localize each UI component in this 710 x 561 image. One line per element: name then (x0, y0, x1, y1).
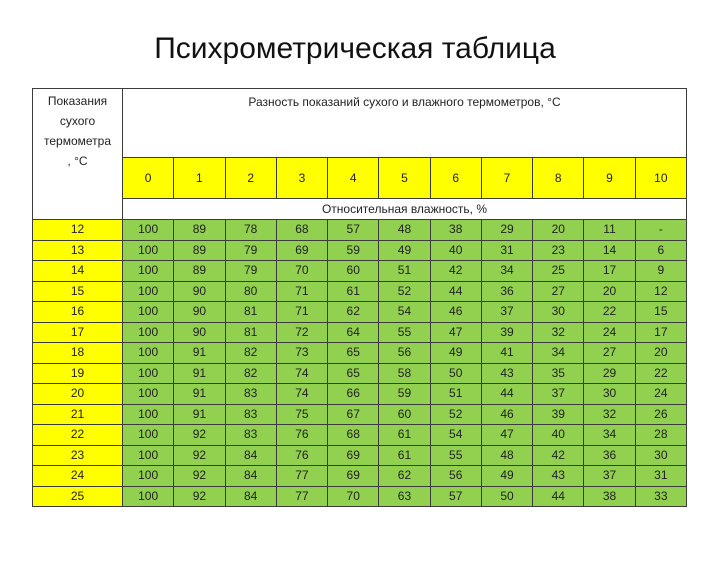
humidity-value-cell: 100 (123, 281, 174, 302)
dry-temperature-cell: 25 (33, 486, 123, 507)
humidity-value-cell: 60 (328, 261, 379, 282)
humidity-value-cell: 56 (379, 343, 430, 364)
humidity-value-cell: 62 (328, 302, 379, 323)
dry-temperature-cell: 15 (33, 281, 123, 302)
humidity-value-cell: 69 (276, 240, 327, 261)
humidity-value-cell: 23 (533, 240, 584, 261)
humidity-value-cell: 50 (430, 363, 481, 384)
difference-cell: 1 (174, 158, 225, 199)
humidity-value-cell: 40 (430, 240, 481, 261)
humidity-value-cell: 25 (533, 261, 584, 282)
table-row (33, 281, 687, 302)
humidity-value-cell: 71 (276, 302, 327, 323)
humidity-value-cell: 89 (174, 220, 225, 241)
humidity-value-cell: 81 (225, 302, 276, 323)
humidity-value-cell: 100 (123, 445, 174, 466)
humidity-value-cell: 69 (328, 466, 379, 487)
humidity-value-cell: 26 (635, 404, 686, 425)
humidity-value-cell: 61 (379, 445, 430, 466)
humidity-value-cell: 89 (174, 240, 225, 261)
humidity-value-cell: 44 (481, 384, 532, 405)
table-row (33, 240, 687, 261)
difference-cell: 3 (276, 158, 327, 199)
humidity-value-cell: 30 (533, 302, 584, 323)
humidity-value-cell: 20 (584, 281, 635, 302)
humidity-value-cell: 46 (481, 404, 532, 425)
humidity-value-cell: 51 (379, 261, 430, 282)
humidity-value-cell: 49 (379, 240, 430, 261)
humidity-value-cell: 12 (635, 281, 686, 302)
humidity-value-cell: 78 (225, 220, 276, 241)
humidity-value-cell: 62 (379, 466, 430, 487)
corner-line: Показания (47, 94, 108, 108)
psychrometric-table (32, 88, 687, 507)
humidity-value-cell: 39 (481, 322, 532, 343)
humidity-value-cell: 54 (379, 302, 430, 323)
humidity-value-cell: 24 (584, 322, 635, 343)
humidity-value-cell: 76 (276, 445, 327, 466)
table-row (33, 363, 687, 384)
humidity-value-cell: 68 (276, 220, 327, 241)
humidity-value-cell: 31 (635, 466, 686, 487)
humidity-value-cell: 80 (225, 281, 276, 302)
humidity-value-cell: 92 (174, 445, 225, 466)
humidity-value-cell: 100 (123, 343, 174, 364)
humidity-value-cell: 91 (174, 343, 225, 364)
humidity-value-cell: 37 (533, 384, 584, 405)
humidity-value-cell: 32 (584, 404, 635, 425)
humidity-value-cell: 44 (430, 281, 481, 302)
dry-temperature-cell: 20 (33, 384, 123, 405)
humidity-value-cell: 92 (174, 466, 225, 487)
dry-temperature-cell: 22 (33, 425, 123, 446)
humidity-value-cell: 91 (174, 404, 225, 425)
humidity-value-cell: 59 (328, 240, 379, 261)
dry-temperature-cell: 24 (33, 466, 123, 487)
humidity-value-cell: 100 (123, 322, 174, 343)
table-row (33, 343, 687, 364)
difference-cell: 8 (533, 158, 584, 199)
humidity-value-cell: 46 (430, 302, 481, 323)
dry-temperature-cell: 12 (33, 220, 123, 241)
humidity-value-cell: 79 (225, 261, 276, 282)
humidity-value-cell: 65 (328, 363, 379, 384)
humidity-value-cell: 90 (174, 281, 225, 302)
humidity-value-cell: 52 (379, 281, 430, 302)
humidity-value-cell: 42 (430, 261, 481, 282)
humidity-value-cell: 75 (276, 404, 327, 425)
humidity-value-cell: 100 (123, 466, 174, 487)
table-row (33, 486, 687, 507)
humidity-value-cell: 74 (276, 384, 327, 405)
humidity-value-cell: 42 (533, 445, 584, 466)
humidity-value-cell: 20 (635, 343, 686, 364)
humidity-value-cell: 31 (481, 240, 532, 261)
corner-line: термометра (43, 134, 111, 148)
humidity-value-cell: 91 (174, 384, 225, 405)
humidity-value-cell: 61 (379, 425, 430, 446)
humidity-value-cell: 48 (481, 445, 532, 466)
humidity-value-cell: 73 (276, 343, 327, 364)
humidity-value-cell: 100 (123, 302, 174, 323)
table-row (33, 261, 687, 282)
table-row (33, 302, 687, 323)
humidity-value-cell: 66 (328, 384, 379, 405)
humidity-value-cell: 58 (379, 363, 430, 384)
humidity-value-cell: 61 (328, 281, 379, 302)
dry-temperature-cell: 21 (33, 404, 123, 425)
humidity-value-cell: 100 (123, 384, 174, 405)
humidity-value-cell: 90 (174, 302, 225, 323)
table-row (33, 384, 687, 405)
dry-temperature-cell: 17 (33, 322, 123, 343)
humidity-value-cell: 77 (276, 486, 327, 507)
dry-thermometer-header (33, 89, 123, 220)
humidity-value-cell: 57 (328, 220, 379, 241)
humidity-value-cell: - (635, 220, 686, 241)
humidity-value-cell: 11 (584, 220, 635, 241)
humidity-value-cell: 57 (430, 486, 481, 507)
humidity-value-cell: 17 (635, 322, 686, 343)
humidity-value-cell: 83 (225, 425, 276, 446)
table-row (33, 404, 687, 425)
page-title: Психрометрическая таблица (154, 32, 556, 65)
difference-cell: 4 (328, 158, 379, 199)
humidity-value-cell: 6 (635, 240, 686, 261)
humidity-value-cell: 71 (276, 281, 327, 302)
humidity-subheader: Относительная влажность, % (123, 199, 687, 220)
humidity-value-cell: 37 (481, 302, 532, 323)
table-row (33, 322, 687, 343)
humidity-value-cell: 84 (225, 486, 276, 507)
humidity-value-cell: 70 (328, 486, 379, 507)
humidity-value-cell: 43 (533, 466, 584, 487)
dry-temperature-cell: 13 (33, 240, 123, 261)
humidity-value-cell: 20 (533, 220, 584, 241)
humidity-value-cell: 48 (379, 220, 430, 241)
humidity-value-cell: 59 (379, 384, 430, 405)
humidity-value-cell: 36 (584, 445, 635, 466)
humidity-value-cell: 82 (225, 343, 276, 364)
humidity-value-cell: 83 (225, 384, 276, 405)
humidity-value-cell: 90 (174, 322, 225, 343)
humidity-value-cell: 89 (174, 261, 225, 282)
humidity-value-cell: 22 (584, 302, 635, 323)
humidity-value-cell: 67 (328, 404, 379, 425)
humidity-value-cell: 100 (123, 220, 174, 241)
difference-cell: 10 (635, 158, 686, 199)
dry-temperature-cell: 14 (33, 261, 123, 282)
humidity-value-cell: 92 (174, 425, 225, 446)
humidity-value-cell: 44 (533, 486, 584, 507)
humidity-value-cell: 9 (635, 261, 686, 282)
humidity-value-cell: 51 (430, 384, 481, 405)
humidity-value-cell: 36 (481, 281, 532, 302)
humidity-value-cell: 50 (481, 486, 532, 507)
humidity-value-cell: 91 (174, 363, 225, 384)
humidity-value-cell: 15 (635, 302, 686, 323)
humidity-value-cell: 40 (533, 425, 584, 446)
table-row (33, 220, 687, 241)
humidity-value-cell: 100 (123, 425, 174, 446)
humidity-value-cell: 34 (533, 343, 584, 364)
humidity-value-cell: 29 (481, 220, 532, 241)
humidity-value-cell: 63 (379, 486, 430, 507)
humidity-value-cell: 43 (481, 363, 532, 384)
humidity-value-cell: 92 (174, 486, 225, 507)
humidity-value-cell: 72 (276, 322, 327, 343)
humidity-value-cell: 60 (379, 404, 430, 425)
humidity-value-cell: 49 (481, 466, 532, 487)
humidity-value-cell: 100 (123, 261, 174, 282)
humidity-value-cell: 47 (430, 322, 481, 343)
difference-cell: 5 (379, 158, 430, 199)
difference-cell: 7 (481, 158, 532, 199)
table-row (33, 445, 687, 466)
dry-temperature-cell: 18 (33, 343, 123, 364)
difference-cell: 9 (584, 158, 635, 199)
table-row (33, 425, 687, 446)
humidity-value-cell: 49 (430, 343, 481, 364)
humidity-value-cell: 27 (533, 281, 584, 302)
difference-cell: 6 (430, 158, 481, 199)
humidity-value-cell: 34 (584, 425, 635, 446)
humidity-value-cell: 100 (123, 240, 174, 261)
humidity-value-cell: 47 (481, 425, 532, 446)
table-row (33, 466, 687, 487)
humidity-value-cell: 35 (533, 363, 584, 384)
humidity-value-cell: 68 (328, 425, 379, 446)
humidity-value-cell: 37 (584, 466, 635, 487)
humidity-value-cell: 29 (584, 363, 635, 384)
dry-temperature-cell: 23 (33, 445, 123, 466)
humidity-value-cell: 27 (584, 343, 635, 364)
corner-line: , °С (67, 154, 88, 168)
humidity-value-cell: 84 (225, 466, 276, 487)
humidity-value-cell: 38 (430, 220, 481, 241)
humidity-value-cell: 28 (635, 425, 686, 446)
humidity-value-cell: 100 (123, 404, 174, 425)
difference-cell: 2 (225, 158, 276, 199)
humidity-value-cell: 79 (225, 240, 276, 261)
humidity-value-cell: 74 (276, 363, 327, 384)
humidity-value-cell: 100 (123, 486, 174, 507)
humidity-value-cell: 39 (533, 404, 584, 425)
humidity-value-cell: 55 (430, 445, 481, 466)
humidity-value-cell: 81 (225, 322, 276, 343)
humidity-value-cell: 24 (635, 384, 686, 405)
dry-temperature-cell: 19 (33, 363, 123, 384)
humidity-value-cell: 14 (584, 240, 635, 261)
humidity-value-cell: 82 (225, 363, 276, 384)
humidity-value-cell: 33 (635, 486, 686, 507)
difference-header: Разность показаний сухого и влажного термометров, °С (123, 89, 687, 158)
humidity-value-cell: 34 (481, 261, 532, 282)
corner-line: сухого (59, 114, 96, 128)
humidity-value-cell: 54 (430, 425, 481, 446)
humidity-value-cell: 65 (328, 343, 379, 364)
humidity-value-cell: 70 (276, 261, 327, 282)
humidity-value-cell: 69 (328, 445, 379, 466)
humidity-value-cell: 55 (379, 322, 430, 343)
humidity-value-cell: 30 (584, 384, 635, 405)
humidity-value-cell: 22 (635, 363, 686, 384)
humidity-value-cell: 83 (225, 404, 276, 425)
humidity-value-cell: 30 (635, 445, 686, 466)
humidity-value-cell: 41 (481, 343, 532, 364)
humidity-value-cell: 56 (430, 466, 481, 487)
humidity-value-cell: 100 (123, 363, 174, 384)
dry-temperature-cell: 16 (33, 302, 123, 323)
humidity-value-cell: 38 (584, 486, 635, 507)
humidity-value-cell: 77 (276, 466, 327, 487)
humidity-value-cell: 32 (533, 322, 584, 343)
humidity-value-cell: 64 (328, 322, 379, 343)
difference-cell: 0 (123, 158, 174, 199)
humidity-value-cell: 76 (276, 425, 327, 446)
humidity-value-cell: 52 (430, 404, 481, 425)
humidity-value-cell: 84 (225, 445, 276, 466)
humidity-value-cell: 17 (584, 261, 635, 282)
